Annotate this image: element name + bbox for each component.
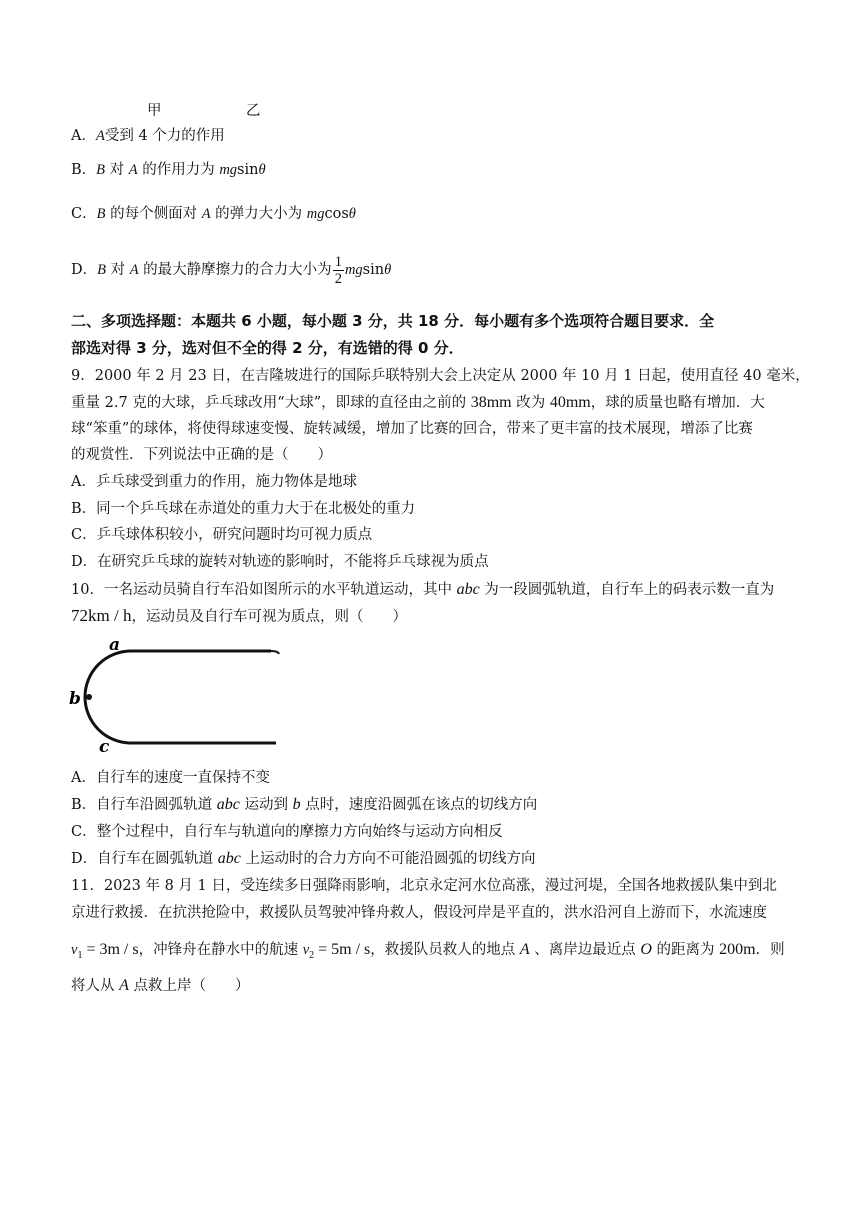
label-b: b [69,689,81,709]
q8-option-a: A．A受到 4 个力的作用 [71,128,225,144]
q9-stem-line4: 的观赏性．下列说法中正确的是（ ） [71,447,332,463]
q9-option-b: B．同一个乒乓球在赤道处的重力大于在北极处的重力 [71,501,416,517]
q10-option-a: A．自行车的速度一直保持不变 [71,770,270,786]
q8-option-c: C．B 的每个侧面对 A 的弹力大小为 mgcosθ [71,206,356,222]
q10-stem-line1: 10．一名运动员骑自行车沿如图所示的水平轨道运动，其中 abc 为一段圆弧轨道，自行车上的码表示数一直为 [71,581,775,598]
section2-heading-line1: 二、多项选择题：本题共 6 小题，每小题 3 分，共 18 分．每小题有多个选项符合题目要求．全 [71,312,715,330]
q10-stem-line2: 72km / h，运动员及自行车可视为质点，则（ ） [71,606,407,625]
q9-stem-line3: 球“笨重”的球体，将使得球速变慢、旋转减缓，增加了比赛的回合，带来了更丰富的技术展现，增添了比赛 [71,421,753,437]
q11-stem-line4: 将人从 A 点救上岸（ ） [71,977,250,994]
q9-option-c: C．乒乓球体积较小，研究问题时均可视力质点 [71,527,373,543]
q11-stem-line3: $v_1 = 3m / s$，冲锋舟在静水中的航速 $v_2 = 5m / s$，救援队员救人的地点 A 、离岸边最近点 O 的距离为 200m．则 [71,941,785,961]
q11-stem-line1: 11．2023 年 8 月 1 日，受连续多日强降雨影响，北京永定河水位高涨，漫过河堤，全国各地救援队集中到北 [71,878,777,894]
track-diagram [66,640,286,756]
q10-option-b: B．自行车沿圆弧轨道 abc 运动到 b 点时，速度沿圆弧在该点的切线方向 [71,796,538,813]
figure-caption-yi: 乙 [246,103,261,119]
q10-option-c: C．整个过程中，自行车与轨道向的摩擦力方向始终与运动方向相反 [71,824,503,840]
section2-heading-line2: 部选对得 3 分，选对但不全的得 2 分，有选错的得 0 分． [71,339,464,357]
q9-stem-line1: 9．2000 年 2 月 23 日，在吉隆坡进行的国际乒联特别大会上决定从 2000 年 10 月 1 日起，使用直径 40 毫米， [71,368,810,384]
q9-stem-line2: 重量 2.7 克的大球，乒乓球改用“大球”，即球的直径由之前的 38mm 改为 40mm，球的质量也略有增加．大 [71,394,765,411]
point-b-marker [86,694,92,700]
figure-caption-jia: 甲 [147,103,162,119]
q10-option-d: D．自行车在圆弧轨道 abc 上运动时的合力方向不可能沿圆弧的切线方向 [71,850,536,867]
fraction-one-half: $\frac{1}{2}$ [334,253,342,287]
q8-option-d: D．B 对 A 的最大静摩擦力的合力大小为 $\frac{1}{2}$ mgsinθ [71,253,392,287]
q11-stem-line2: 京进行救援．在抗洪抢险中，救援队员驾驶冲锋舟救人，假设河岸是平直的，洪水沿河自上游而下，水流速度 [71,905,767,921]
label-c: c [99,737,110,756]
q8-option-b: B．B 对 A 的作用力为 mgsinθ [71,162,266,178]
q9-option-d: D．在研究乒乓球的旋转对轨迹的影响时，不能将乒乓球视为质点 [71,554,489,570]
q9-option-a: A．乒乓球受到重力的作用，施力物体是地球 [71,474,357,490]
track-figure [66,640,286,760]
track-end-curl [271,651,279,654]
track-path [85,651,276,743]
label-a: a [109,640,121,655]
